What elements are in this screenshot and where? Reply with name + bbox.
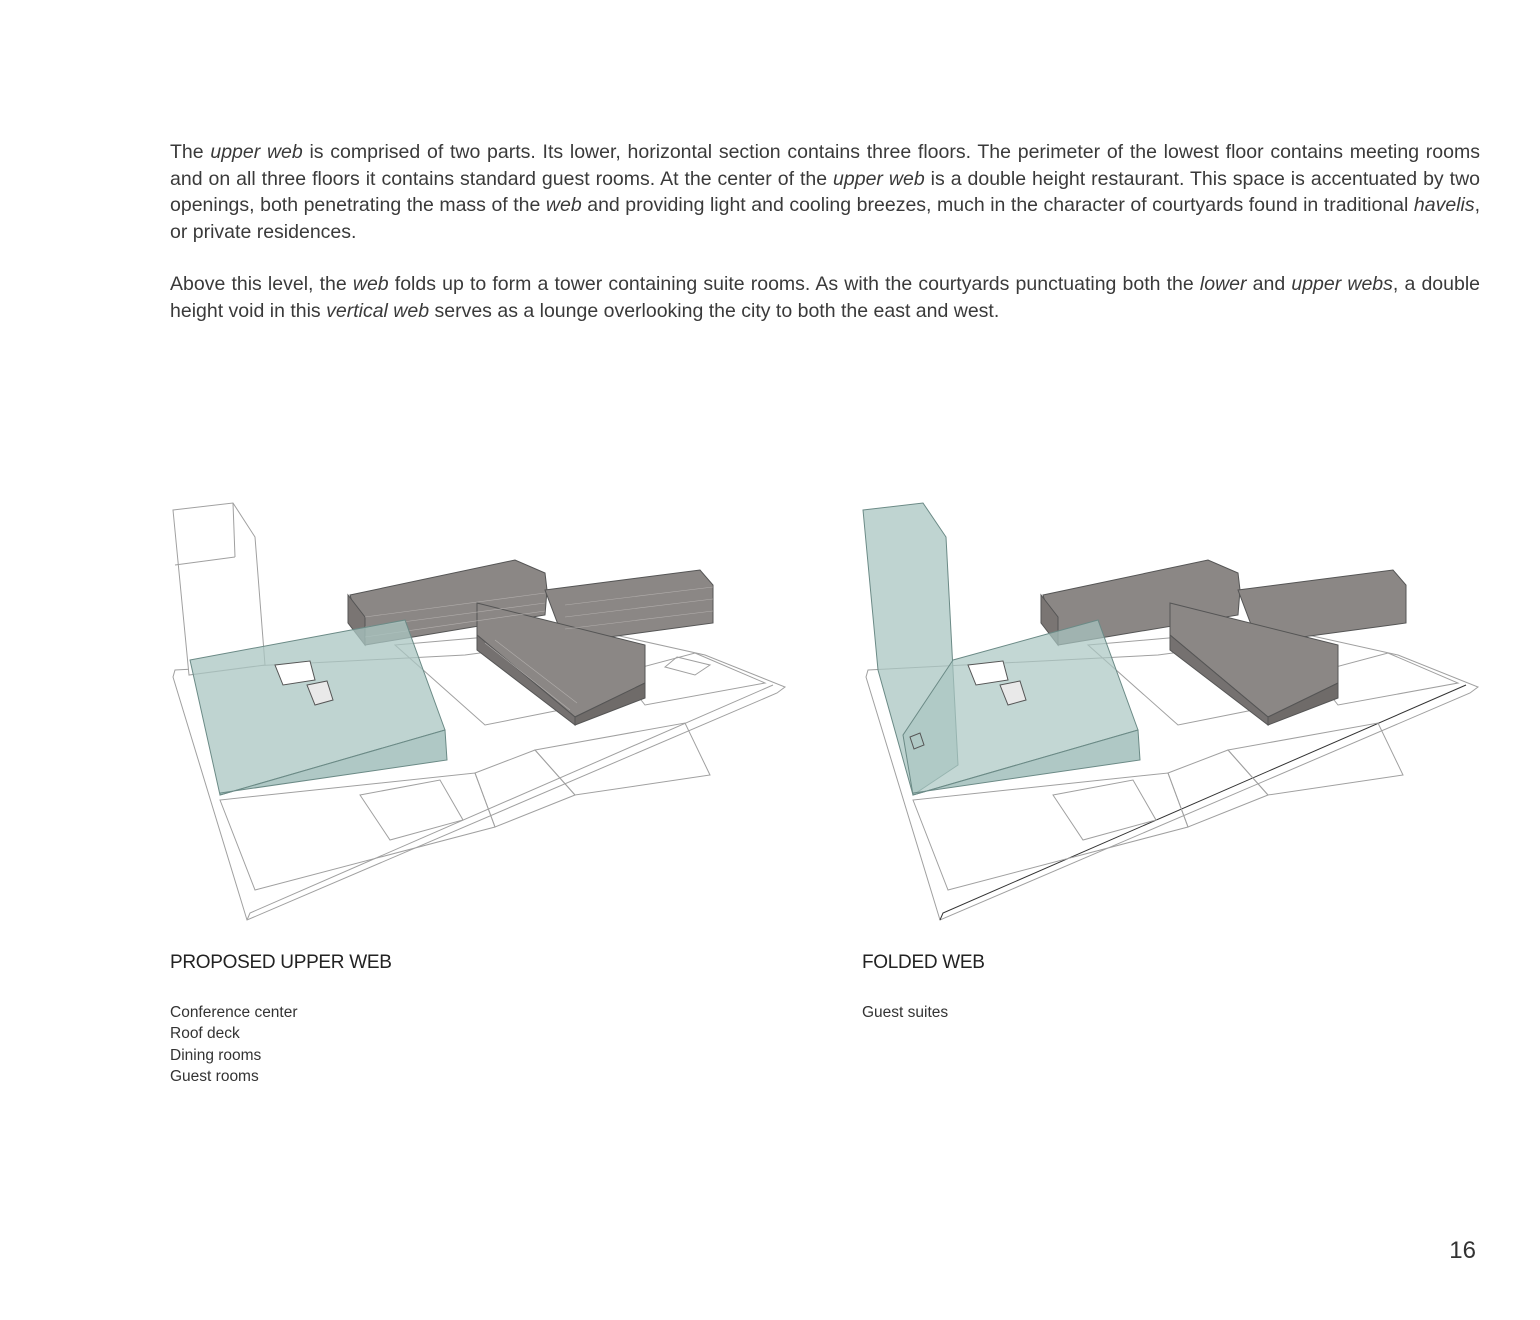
proposed-upper-web-axonometric (165, 495, 795, 925)
text-run: , or private residences. (170, 194, 1480, 243)
italic-term: upper webs (1291, 273, 1393, 295)
intro-paragraph-2 (170, 271, 1480, 324)
text-run: is comprised of two parts. Its lower, horizontal section contains three floors. The perimeter of the lowest floor contains meeting rooms and on all three floors it contains standard guest rooms. At the center of the (170, 141, 1480, 190)
program-list-upper-web (170, 1002, 298, 1087)
text-run: serves as a lounge overlooking the city to both the east and west. (429, 299, 1000, 322)
text-run: Above this level, the (170, 273, 353, 295)
folded-web-diagram (858, 495, 1488, 925)
folded-web-glass (863, 503, 1140, 795)
italic-term: havelis (1413, 194, 1475, 216)
caption-proposed-upper-web: PROPOSED UPPER WEB (170, 952, 392, 973)
intro-paragraph-1 (170, 139, 1480, 245)
text-run: , a double height void in this (170, 273, 1481, 322)
program-item: Roof deck (170, 1025, 240, 1043)
text-run: and providing light and cooling breezes, much in the character of courtyards found in traditional (581, 194, 1414, 216)
italic-term: web (545, 194, 582, 216)
folded-web-axonometric (858, 495, 1488, 925)
page-number: 16 (1449, 1237, 1476, 1264)
intro-text (170, 139, 1480, 350)
caption-folded-web: FOLDED WEB (862, 952, 985, 973)
italic-term: vertical web (326, 299, 430, 322)
text-run: is a double height restaurant. This space is accentuated by two openings, both penetrating the mass of the (170, 167, 1480, 216)
text-run: The (170, 141, 211, 163)
program-item: Guest rooms (170, 1067, 259, 1085)
italic-term: lower (1199, 273, 1247, 295)
program-item: Conference center (170, 1004, 298, 1021)
program-list-folded-web (862, 1002, 948, 1023)
text-run: folds up to form a tower containing suite rooms. As with the courtyards punctuating both the (388, 273, 1200, 295)
program-item: Guest suites (862, 1004, 949, 1021)
italic-term: web (352, 273, 389, 295)
italic-term: upper web (210, 141, 303, 163)
program-item: Dining rooms (170, 1046, 262, 1064)
proposed-upper-web-diagram (165, 495, 795, 925)
text-run: and (1246, 273, 1292, 295)
italic-term: upper web (833, 167, 925, 190)
